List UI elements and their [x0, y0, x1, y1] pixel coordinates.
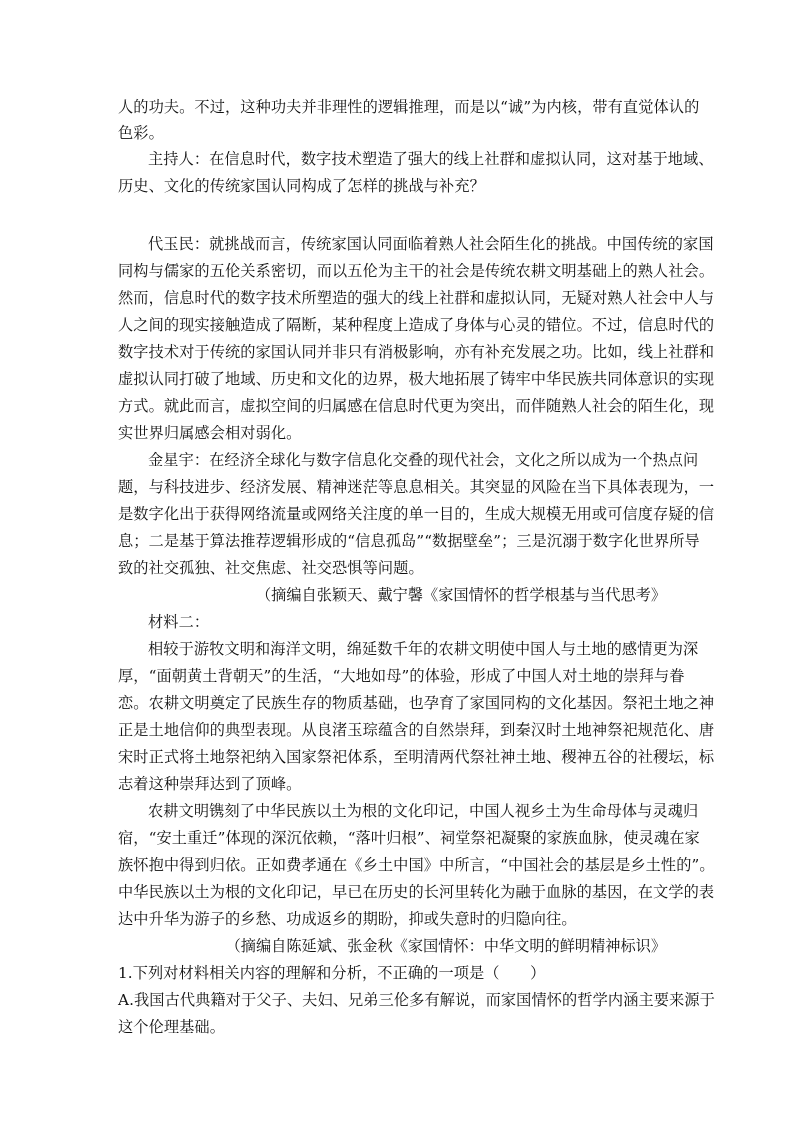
- section-heading: 材料二：: [148, 613, 210, 631]
- source-citation: （摘编自陈延斌、张金秋《家国情怀：中华文明的鲜明精神标识》: [225, 937, 666, 955]
- paragraph-line: 是数字化出于获得网络流量或网络关注度的单一目的，生成大规模无用或可信度存疑的信: [118, 505, 715, 523]
- paragraph-line: 厚，“面朝黄土背朝天”的生活，“大地如母”的体验，形成了中国人对土地的崇拜与眷: [118, 667, 685, 685]
- question-stem: 1.下列对材料相关内容的理解和分析，不正确的一项是（ ）: [118, 964, 546, 982]
- source-citation: （摘编自张颖天、戴宁馨《家国情怀的哲学根基与当代思考》: [255, 586, 666, 604]
- paragraph-line: 族怀抱中得到归依。正如费孝通在《乡土中国》中所言，“中国社会的基层是乡土性的”。: [118, 856, 715, 874]
- paragraph-line: 人的功夫。不过，这种功夫并非理性的逻辑推理，而是以“诚”为内核，带有直觉体认的: [118, 98, 700, 116]
- paragraph-line: 实世界归属感会相对弱化。: [118, 424, 302, 442]
- paragraph-line: 题，与科技进步、经济发展、精神迷茫等息息相关。其突显的风险在当下具体表现为，一: [118, 478, 715, 496]
- paragraph-line: 虚拟认同打破了地域、历史和文化的边界，极大地拓展了铸牢中华民族共同体意识的实现: [118, 370, 715, 388]
- paragraph-line: 息；二是基于算法推荐逻辑形成的“信息孤岛”“数据壁垒”；三是沉溺于数字化世界所导: [118, 532, 700, 550]
- paragraph-line: 然而，信息时代的数字技术所塑造的强大的线上社群和虚拟认同，无疑对熟人社会中人与: [118, 289, 715, 307]
- paragraph-line: 代玉民：就挑战而言，传统家国认同面临着熟人社会陌生化的挑战。中国传统的家国: [148, 235, 714, 253]
- paragraph-line: 农耕文明镌刻了中华民族以土为根的文化印记，中国人视乡土为生命母体与灵魂归: [148, 802, 699, 820]
- paragraph-line: 致的社交孤独、社交焦虑、社交恐惧等问题。: [118, 559, 424, 577]
- paragraph-line: 金星宇：在经济全球化与数字信息化交叠的现代社会，文化之所以成为一个热点问: [148, 451, 699, 469]
- paragraph-line: 色彩。: [118, 124, 164, 142]
- paragraph-line: 人之间的现实接触造成了隔断，某种程度上造成了身体与心灵的错位。不过，信息时代的: [118, 316, 715, 334]
- paragraph-line: 相较于游牧文明和海洋文明，绵延数千年的农耕文明使中国人与土地的感情更为深: [148, 640, 699, 658]
- paragraph-line: 志着这种崇拜达到了顶峰。: [118, 775, 302, 793]
- paragraph-line: 历史、文化的传统家国认同构成了怎样的挑战与补充？: [118, 177, 485, 195]
- paragraph-line: 中华民族以土为根的文化印记，早已在历史的长河里转化为融于血脉的基因，在文学的表: [118, 883, 715, 901]
- paragraph-line: 正是土地信仰的典型表现。从良渚玉琮蕴含的自然崇拜，到秦汉时土地神祭祀规范化、唐: [118, 721, 715, 739]
- paragraph-line: 达中升华为游子的乡愁、功成返乡的期盼，抑或失意时的归隐向往。: [118, 910, 577, 928]
- answer-option-a: A.我国古代典籍对于父子、夫妇、兄弟三伦多有解说，而家国情怀的哲学内涵主要来源于: [118, 991, 715, 1009]
- paragraph-line: 方式。就此而言，虚拟空间的归属感在信息时代更为突出，而伴随熟人社会的陌生化，现: [118, 397, 715, 415]
- answer-option-a: 这个伦理基础。: [118, 1018, 226, 1036]
- paragraph-line: 数字技术对于传统的家国认同并非只有消极影响，亦有补充发展之功。比如，线上社群和: [118, 343, 715, 361]
- paragraph-line: 宋时正式将土地祭祀纳入国家祭祀体系，至明清两代祭社神土地、稷神五谷的社稷坛，标: [118, 748, 715, 766]
- paragraph-line: 宿，“安土重迁”体现的深沉依赖，“落叶归根”、祠堂祭祀凝聚的家族血脉，使灵魂在家: [118, 829, 700, 847]
- paragraph-line: 恋。农耕文明奠定了民族生存的物质基础，也孕育了家国同构的文化基因。祭祀土地之神: [118, 694, 715, 712]
- paragraph-line: 同构与儒家的五伦关系密切，而以五伦为主干的社会是传统农耕文明基础上的熟人社会。: [118, 262, 715, 280]
- paragraph-line: 主持人：在信息时代，数字技术塑造了强大的线上社群和虚拟认同，这对基于地域、: [148, 150, 714, 168]
